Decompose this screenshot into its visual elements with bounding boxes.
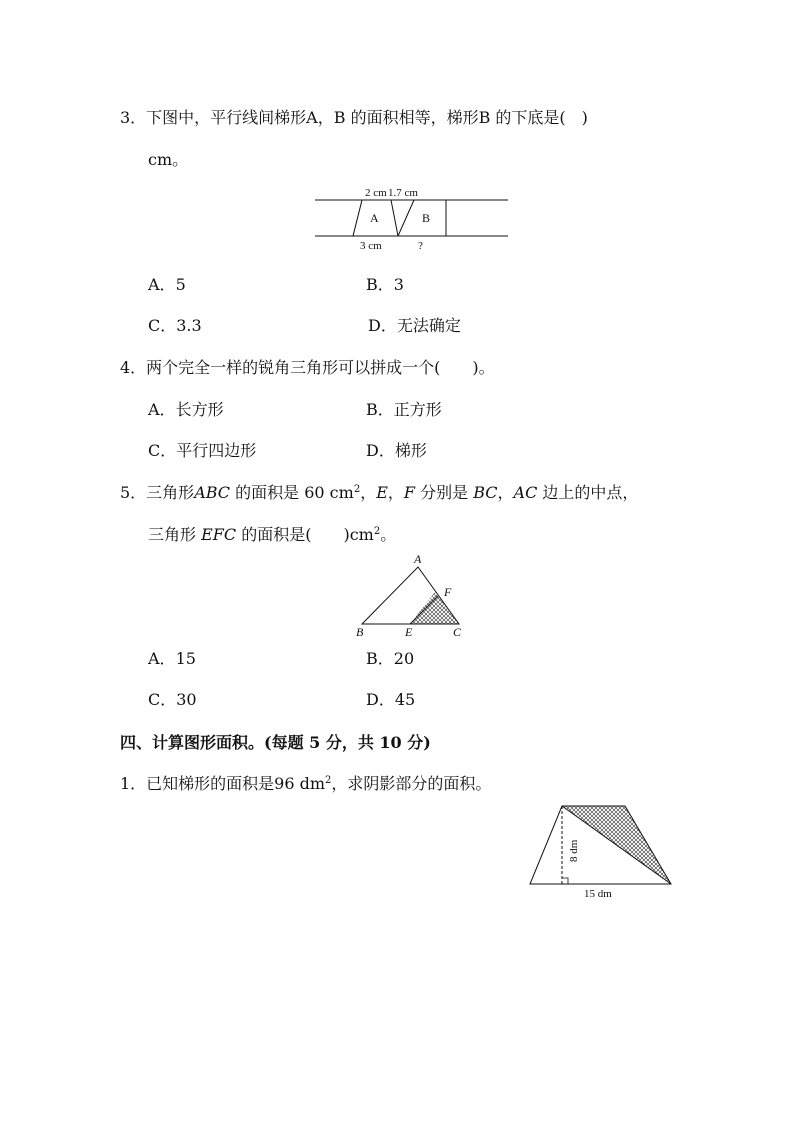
p1-label-base: 15 dm <box>584 888 612 900</box>
q5-text-cont: 三角形 EFC 的面积是( )$cm^2$。 <box>148 525 397 544</box>
q3-option-c: C．3.3 <box>148 316 202 335</box>
section-heading: 四、计算图形面积。(每题 5 分，共 10 分) <box>120 733 431 752</box>
q5-option-b: B．20 <box>366 649 415 668</box>
p1-right-angle-mark <box>562 878 568 884</box>
q5-label-e: E <box>405 625 413 639</box>
p1-text: 1．已知梯形的面积是96 $dm^2$，求阴影部分的面积。 <box>120 774 492 793</box>
q5-option-d: D．45 <box>366 690 416 709</box>
q5-option-c: C．30 <box>148 690 197 709</box>
q3-option-d: D．无法确定 <box>368 316 461 335</box>
q4-option-a: A．长方形 <box>148 400 224 419</box>
p1-label-height: 8 dm <box>568 839 580 862</box>
q4-option-d: D．梯形 <box>366 441 427 460</box>
q3-label-bottom-b: ? <box>418 240 423 252</box>
q5-label-f: F <box>444 585 452 599</box>
q3-text: 3．下图中，平行线间梯形A，B 的面积相等，梯形B 的下底是( ) <box>120 108 588 127</box>
q4-option-b: B．正方形 <box>366 400 442 419</box>
q4-option-c: C．平行四边形 <box>148 441 257 460</box>
q3-label-top-b: 1.7 cm <box>388 187 418 199</box>
q3-text-cont: cm。 <box>148 150 189 169</box>
q5-option-a: A．15 <box>148 649 196 668</box>
q3-option-a: A．5 <box>148 275 186 294</box>
q5-text: 5．三角形ABC 的面积是 60 $cm^2$，E，F 分别是 BC，AC 边上的中点， <box>120 483 639 502</box>
q3-label-a: A <box>370 211 379 225</box>
q3-option-b: B．3 <box>366 275 404 294</box>
q3-label-b: B <box>422 211 431 225</box>
q4-text: 4．两个完全一样的锐角三角形可以拼成一个( )。 <box>120 358 495 377</box>
q5-label-b: B <box>356 625 364 639</box>
q3-label-top-a: 2 cm <box>365 187 387 199</box>
q3-label-bottom-a: 3 cm <box>360 240 382 252</box>
q5-label-c: C <box>453 625 462 639</box>
q5-label-a: A <box>414 552 422 566</box>
